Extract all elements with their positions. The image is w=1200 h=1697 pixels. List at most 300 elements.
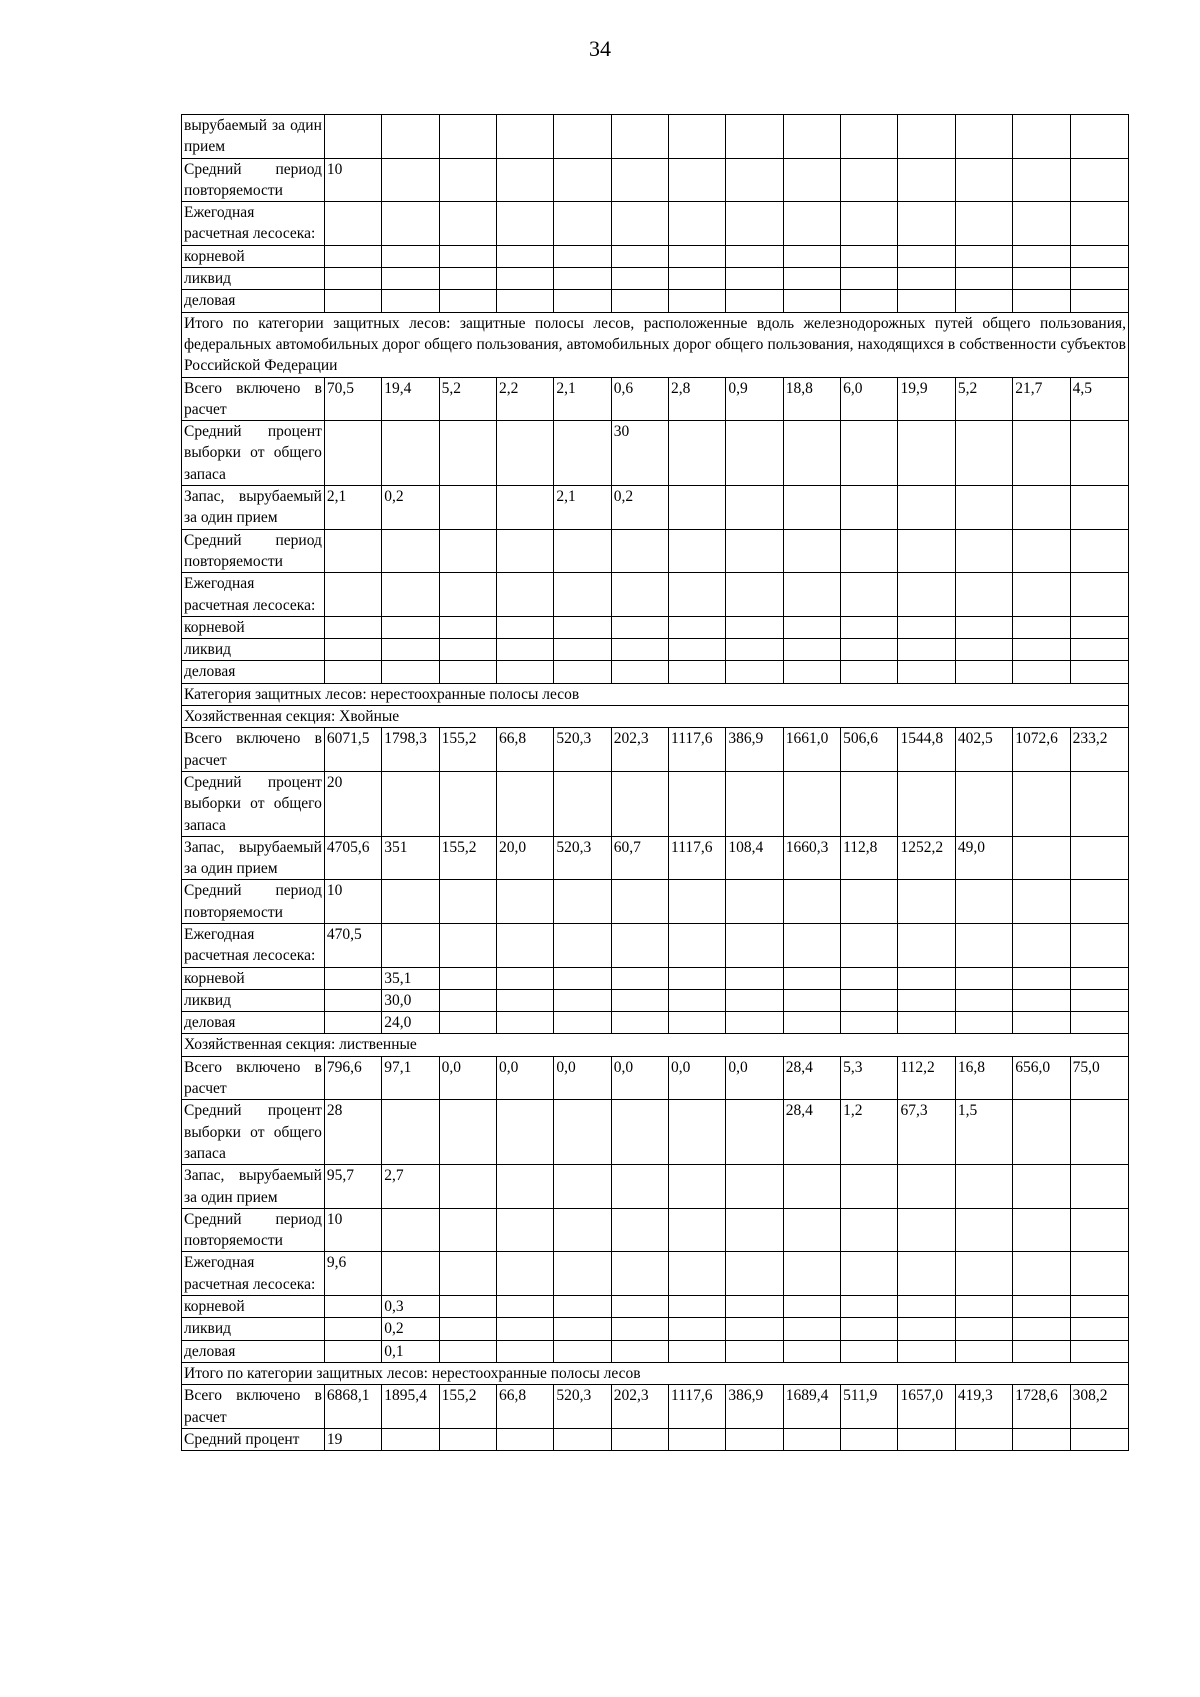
table-cell (669, 421, 726, 486)
forest-calculation-table (181, 114, 1129, 1451)
table-cell (955, 1252, 1012, 1296)
table-cell (439, 661, 496, 683)
table-cell (726, 1340, 783, 1362)
table-cell (1013, 1318, 1070, 1340)
table-cell (955, 1428, 1012, 1450)
table-cell: 1728,6 (1013, 1385, 1070, 1429)
table-cell (496, 616, 553, 638)
table-cell: 0,6 (611, 377, 668, 421)
table-cell (669, 268, 726, 290)
table-cell (841, 1012, 898, 1034)
table-cell: 155,2 (439, 1385, 496, 1429)
table-cell (1013, 1165, 1070, 1209)
table-cell (783, 771, 840, 836)
table-cell (496, 421, 553, 486)
row-label: ликвид (182, 639, 325, 661)
table-cell (611, 290, 668, 312)
table-cell (1013, 245, 1070, 267)
table-cell: 4705,6 (324, 836, 381, 880)
table-cell: 60,7 (611, 836, 668, 880)
table-cell: 202,3 (611, 728, 668, 772)
table-cell (611, 616, 668, 638)
table-cell (898, 989, 955, 1011)
table-cell (726, 573, 783, 617)
table-cell (898, 486, 955, 530)
table-cell (783, 1165, 840, 1209)
table-cell (669, 1100, 726, 1165)
table-cell (496, 573, 553, 617)
table-cell (1013, 1208, 1070, 1252)
table-cell (669, 1318, 726, 1340)
table-cell (439, 616, 496, 638)
table-cell (611, 771, 668, 836)
table-cell (324, 573, 381, 617)
table-cell (439, 573, 496, 617)
table-cell (669, 923, 726, 967)
row-label: Средний процент выборки от общего запаса (182, 771, 325, 836)
table-cell (382, 421, 439, 486)
section-heading: Хозяйственная секция: лиственные (182, 1034, 1129, 1056)
table-row (182, 377, 1129, 421)
table-cell (382, 639, 439, 661)
table-cell (554, 268, 611, 290)
row-label: Средний период повторяемости (182, 880, 325, 924)
table-cell (783, 421, 840, 486)
table-cell (324, 268, 381, 290)
row-label: Средний период повторяемости (182, 158, 325, 202)
table-cell (669, 245, 726, 267)
table-cell (611, 1296, 668, 1318)
row-label: ликвид (182, 268, 325, 290)
table-cell: 0,2 (611, 486, 668, 530)
table-cell (496, 1318, 553, 1340)
table-cell (783, 290, 840, 312)
table-cell (554, 158, 611, 202)
table-cell (554, 245, 611, 267)
table-row (182, 661, 1129, 683)
row-label: Всего включено в расчет (182, 728, 325, 772)
table-cell: 419,3 (955, 1385, 1012, 1429)
table-cell: 155,2 (439, 728, 496, 772)
table-cell (611, 639, 668, 661)
table-cell: 0,0 (554, 1056, 611, 1100)
table-cell (898, 1340, 955, 1362)
table-cell (1013, 1252, 1070, 1296)
table-cell (1013, 268, 1070, 290)
table-cell (841, 1165, 898, 1209)
row-label: Ежегодная расчетная лесосека: (182, 1252, 325, 1296)
table-cell (382, 573, 439, 617)
table-cell (783, 573, 840, 617)
table-cell (439, 989, 496, 1011)
table-cell (783, 158, 840, 202)
table-cell: 0,9 (726, 377, 783, 421)
table-cell (726, 202, 783, 246)
table-cell (324, 245, 381, 267)
table-cell (669, 771, 726, 836)
table-cell (841, 529, 898, 573)
table-cell (783, 880, 840, 924)
table-cell (726, 158, 783, 202)
table-cell (841, 1318, 898, 1340)
table-cell (439, 771, 496, 836)
table-cell (439, 1208, 496, 1252)
table-cell: 9,6 (324, 1252, 381, 1296)
table-cell (611, 158, 668, 202)
table-cell: 1,2 (841, 1100, 898, 1165)
row-label: деловая (182, 290, 325, 312)
table-cell (1070, 923, 1128, 967)
table-cell (726, 529, 783, 573)
table-cell: 2,1 (554, 377, 611, 421)
table-cell (496, 529, 553, 573)
table-cell (439, 486, 496, 530)
table-cell (382, 1252, 439, 1296)
table-cell (898, 1165, 955, 1209)
table-cell (726, 421, 783, 486)
table-cell (783, 1252, 840, 1296)
table-cell (1013, 486, 1070, 530)
table-cell (898, 1428, 955, 1450)
section-heading: Категория защитных лесов: нерестоохранные полосы лесов (182, 683, 1129, 705)
table-cell (496, 923, 553, 967)
table-cell: 4,5 (1070, 377, 1128, 421)
table-cell: 28 (324, 1100, 381, 1165)
table-cell (439, 1340, 496, 1362)
table-cell (898, 421, 955, 486)
table-cell (726, 486, 783, 530)
table-cell (783, 661, 840, 683)
table-cell (669, 529, 726, 573)
table-cell (1070, 1340, 1128, 1362)
table-cell (324, 639, 381, 661)
table-cell (955, 1208, 1012, 1252)
table-cell (1070, 1165, 1128, 1209)
table-cell (1070, 880, 1128, 924)
table-cell (1013, 290, 1070, 312)
table-cell: 2,7 (382, 1165, 439, 1209)
table-cell (726, 290, 783, 312)
table-cell: 10 (324, 880, 381, 924)
table-cell (726, 115, 783, 159)
table-cell: 308,2 (1070, 1385, 1128, 1429)
table-cell: 2,8 (669, 377, 726, 421)
table-cell (611, 1340, 668, 1362)
table-cell (669, 661, 726, 683)
table-cell (726, 1252, 783, 1296)
table-cell (783, 115, 840, 159)
section-heading-row (182, 706, 1129, 728)
table-cell (1013, 1428, 1070, 1450)
table-cell: 511,9 (841, 1385, 898, 1429)
table-cell (1070, 202, 1128, 246)
row-label: Средний процент выборки от общего запаса (182, 1100, 325, 1165)
table-cell: 6,0 (841, 377, 898, 421)
table-cell (611, 1208, 668, 1252)
table-cell (382, 661, 439, 683)
table-cell: 21,7 (1013, 377, 1070, 421)
table-cell (841, 989, 898, 1011)
table-row (182, 1056, 1129, 1100)
table-cell (611, 268, 668, 290)
table-cell (669, 1296, 726, 1318)
table-cell (1070, 1012, 1128, 1034)
table-cell (841, 1252, 898, 1296)
table-cell (955, 989, 1012, 1011)
table-cell (783, 268, 840, 290)
table-cell: 233,2 (1070, 728, 1128, 772)
table-cell: 402,5 (955, 728, 1012, 772)
table-cell (611, 202, 668, 246)
table-cell (382, 158, 439, 202)
row-label: ликвид (182, 989, 325, 1011)
table-cell (496, 202, 553, 246)
table-cell (439, 158, 496, 202)
table-cell (669, 1208, 726, 1252)
table-cell: 6868,1 (324, 1385, 381, 1429)
row-label: Запас, вырубаемый за один прием (182, 1165, 325, 1209)
table-cell (955, 616, 1012, 638)
table-cell (1070, 486, 1128, 530)
table-cell (439, 202, 496, 246)
section-heading-row (182, 312, 1129, 377)
table-cell (1070, 1100, 1128, 1165)
table-cell (955, 115, 1012, 159)
table-row (182, 290, 1129, 312)
table-cell (898, 202, 955, 246)
table-cell (554, 880, 611, 924)
table-cell (955, 1340, 1012, 1362)
table-cell (439, 1012, 496, 1034)
table-cell: 1798,3 (382, 728, 439, 772)
table-cell (841, 661, 898, 683)
table-cell (611, 1428, 668, 1450)
table-cell (439, 1165, 496, 1209)
table-cell (726, 880, 783, 924)
table-cell (898, 1012, 955, 1034)
table-cell (1070, 1296, 1128, 1318)
table-cell (611, 245, 668, 267)
table-cell (496, 158, 553, 202)
table-cell (439, 1318, 496, 1340)
table-cell (1070, 1208, 1128, 1252)
table-cell: 520,3 (554, 1385, 611, 1429)
row-label: корневой (182, 967, 325, 989)
table-cell: 1544,8 (898, 728, 955, 772)
table-cell (1070, 771, 1128, 836)
table-cell (669, 202, 726, 246)
row-label: деловая (182, 1012, 325, 1034)
table-cell (1070, 989, 1128, 1011)
table-cell (841, 771, 898, 836)
table-row (182, 989, 1129, 1011)
table-cell (324, 529, 381, 573)
table-cell (726, 1100, 783, 1165)
table-cell: 70,5 (324, 377, 381, 421)
table-cell (554, 115, 611, 159)
table-cell (726, 923, 783, 967)
table-cell (783, 616, 840, 638)
table-cell: 19,9 (898, 377, 955, 421)
table-cell (669, 573, 726, 617)
table-cell (841, 923, 898, 967)
table-cell: 28,4 (783, 1056, 840, 1100)
table-cell (898, 639, 955, 661)
table-cell (726, 1428, 783, 1450)
table-cell (1013, 1340, 1070, 1362)
table-cell (841, 268, 898, 290)
table-cell (669, 158, 726, 202)
table-row (182, 1252, 1129, 1296)
table-cell (898, 771, 955, 836)
table-cell (726, 771, 783, 836)
table-cell: 28,4 (783, 1100, 840, 1165)
table-cell: 1895,4 (382, 1385, 439, 1429)
table-cell (382, 1100, 439, 1165)
table-cell (1070, 1252, 1128, 1296)
table-cell (554, 290, 611, 312)
table-cell: 520,3 (554, 836, 611, 880)
table-cell: 75,0 (1070, 1056, 1128, 1100)
table-cell: 0,2 (382, 486, 439, 530)
table-cell (898, 290, 955, 312)
table-cell (898, 529, 955, 573)
table-cell (1013, 639, 1070, 661)
table-cell (496, 1165, 553, 1209)
table-cell (669, 639, 726, 661)
table-cell: 656,0 (1013, 1056, 1070, 1100)
row-label: корневой (182, 616, 325, 638)
table-cell (324, 989, 381, 1011)
table-cell: 5,2 (955, 377, 1012, 421)
table-cell (496, 486, 553, 530)
table-cell (611, 1252, 668, 1296)
table-cell (1013, 115, 1070, 159)
table-cell (324, 1296, 381, 1318)
table-cell (554, 421, 611, 486)
table-cell (841, 486, 898, 530)
table-cell (496, 1012, 553, 1034)
table-cell: 20,0 (496, 836, 553, 880)
table-cell: 1117,6 (669, 1385, 726, 1429)
table-cell (898, 245, 955, 267)
section-heading-row (182, 683, 1129, 705)
table-cell (898, 880, 955, 924)
table-cell: 66,8 (496, 1385, 553, 1429)
table-cell (1070, 967, 1128, 989)
table-row (182, 486, 1129, 530)
table-cell (1070, 639, 1128, 661)
table-cell: 1252,2 (898, 836, 955, 880)
table-cell (1013, 1012, 1070, 1034)
table-cell: 506,6 (841, 728, 898, 772)
table-cell (611, 880, 668, 924)
table-cell (669, 486, 726, 530)
table-cell (1013, 923, 1070, 967)
table-cell (898, 1318, 955, 1340)
table-cell (841, 202, 898, 246)
table-cell: 20 (324, 771, 381, 836)
table-cell (669, 1340, 726, 1362)
table-cell (783, 202, 840, 246)
row-label: Ежегодная расчетная лесосека: (182, 202, 325, 246)
table-cell (1013, 1296, 1070, 1318)
table-cell (955, 290, 1012, 312)
table-cell (955, 158, 1012, 202)
table-row (182, 268, 1129, 290)
table-cell: 10 (324, 1208, 381, 1252)
table-cell (726, 661, 783, 683)
table-row (182, 421, 1129, 486)
table-row (182, 728, 1129, 772)
table-row (182, 1385, 1129, 1429)
table-cell (898, 616, 955, 638)
table-cell (841, 290, 898, 312)
table-cell: 470,5 (324, 923, 381, 967)
table-cell: 66,8 (496, 728, 553, 772)
table-cell: 5,3 (841, 1056, 898, 1100)
table-cell (554, 923, 611, 967)
table-cell (783, 639, 840, 661)
table-cell (955, 923, 1012, 967)
table-cell (1013, 529, 1070, 573)
table-cell: 1689,4 (783, 1385, 840, 1429)
table-row (182, 1340, 1129, 1362)
table-cell (382, 115, 439, 159)
table-cell (726, 639, 783, 661)
table-row (182, 1296, 1129, 1318)
table-cell: 0,0 (669, 1056, 726, 1100)
table-cell: 112,2 (898, 1056, 955, 1100)
section-heading-row (182, 1034, 1129, 1056)
table-cell (324, 1340, 381, 1362)
table-cell (955, 573, 1012, 617)
table-cell (382, 202, 439, 246)
table-cell (783, 1012, 840, 1034)
table-cell: 1072,6 (1013, 728, 1070, 772)
table-cell (554, 1252, 611, 1296)
table-cell (324, 290, 381, 312)
table-cell (898, 1208, 955, 1252)
table-cell: 2,1 (324, 486, 381, 530)
table-row (182, 880, 1129, 924)
table-cell (726, 1012, 783, 1034)
table-cell (726, 1208, 783, 1252)
table-row (182, 1428, 1129, 1450)
table-row (182, 202, 1129, 246)
table-cell (496, 1208, 553, 1252)
table-cell (726, 989, 783, 1011)
row-label: ликвид (182, 1318, 325, 1340)
table-cell (955, 639, 1012, 661)
table-cell (554, 1165, 611, 1209)
table-cell (1013, 661, 1070, 683)
table-cell (439, 115, 496, 159)
table-row (182, 836, 1129, 880)
row-label: корневой (182, 245, 325, 267)
table-cell (841, 1428, 898, 1450)
table-cell (783, 1318, 840, 1340)
table-cell: 351 (382, 836, 439, 880)
table-cell (496, 639, 553, 661)
table-cell (324, 1012, 381, 1034)
table-cell (841, 1340, 898, 1362)
table-cell (955, 967, 1012, 989)
table-cell: 202,3 (611, 1385, 668, 1429)
table-cell: 5,2 (439, 377, 496, 421)
table-cell (898, 158, 955, 202)
table-cell (841, 573, 898, 617)
